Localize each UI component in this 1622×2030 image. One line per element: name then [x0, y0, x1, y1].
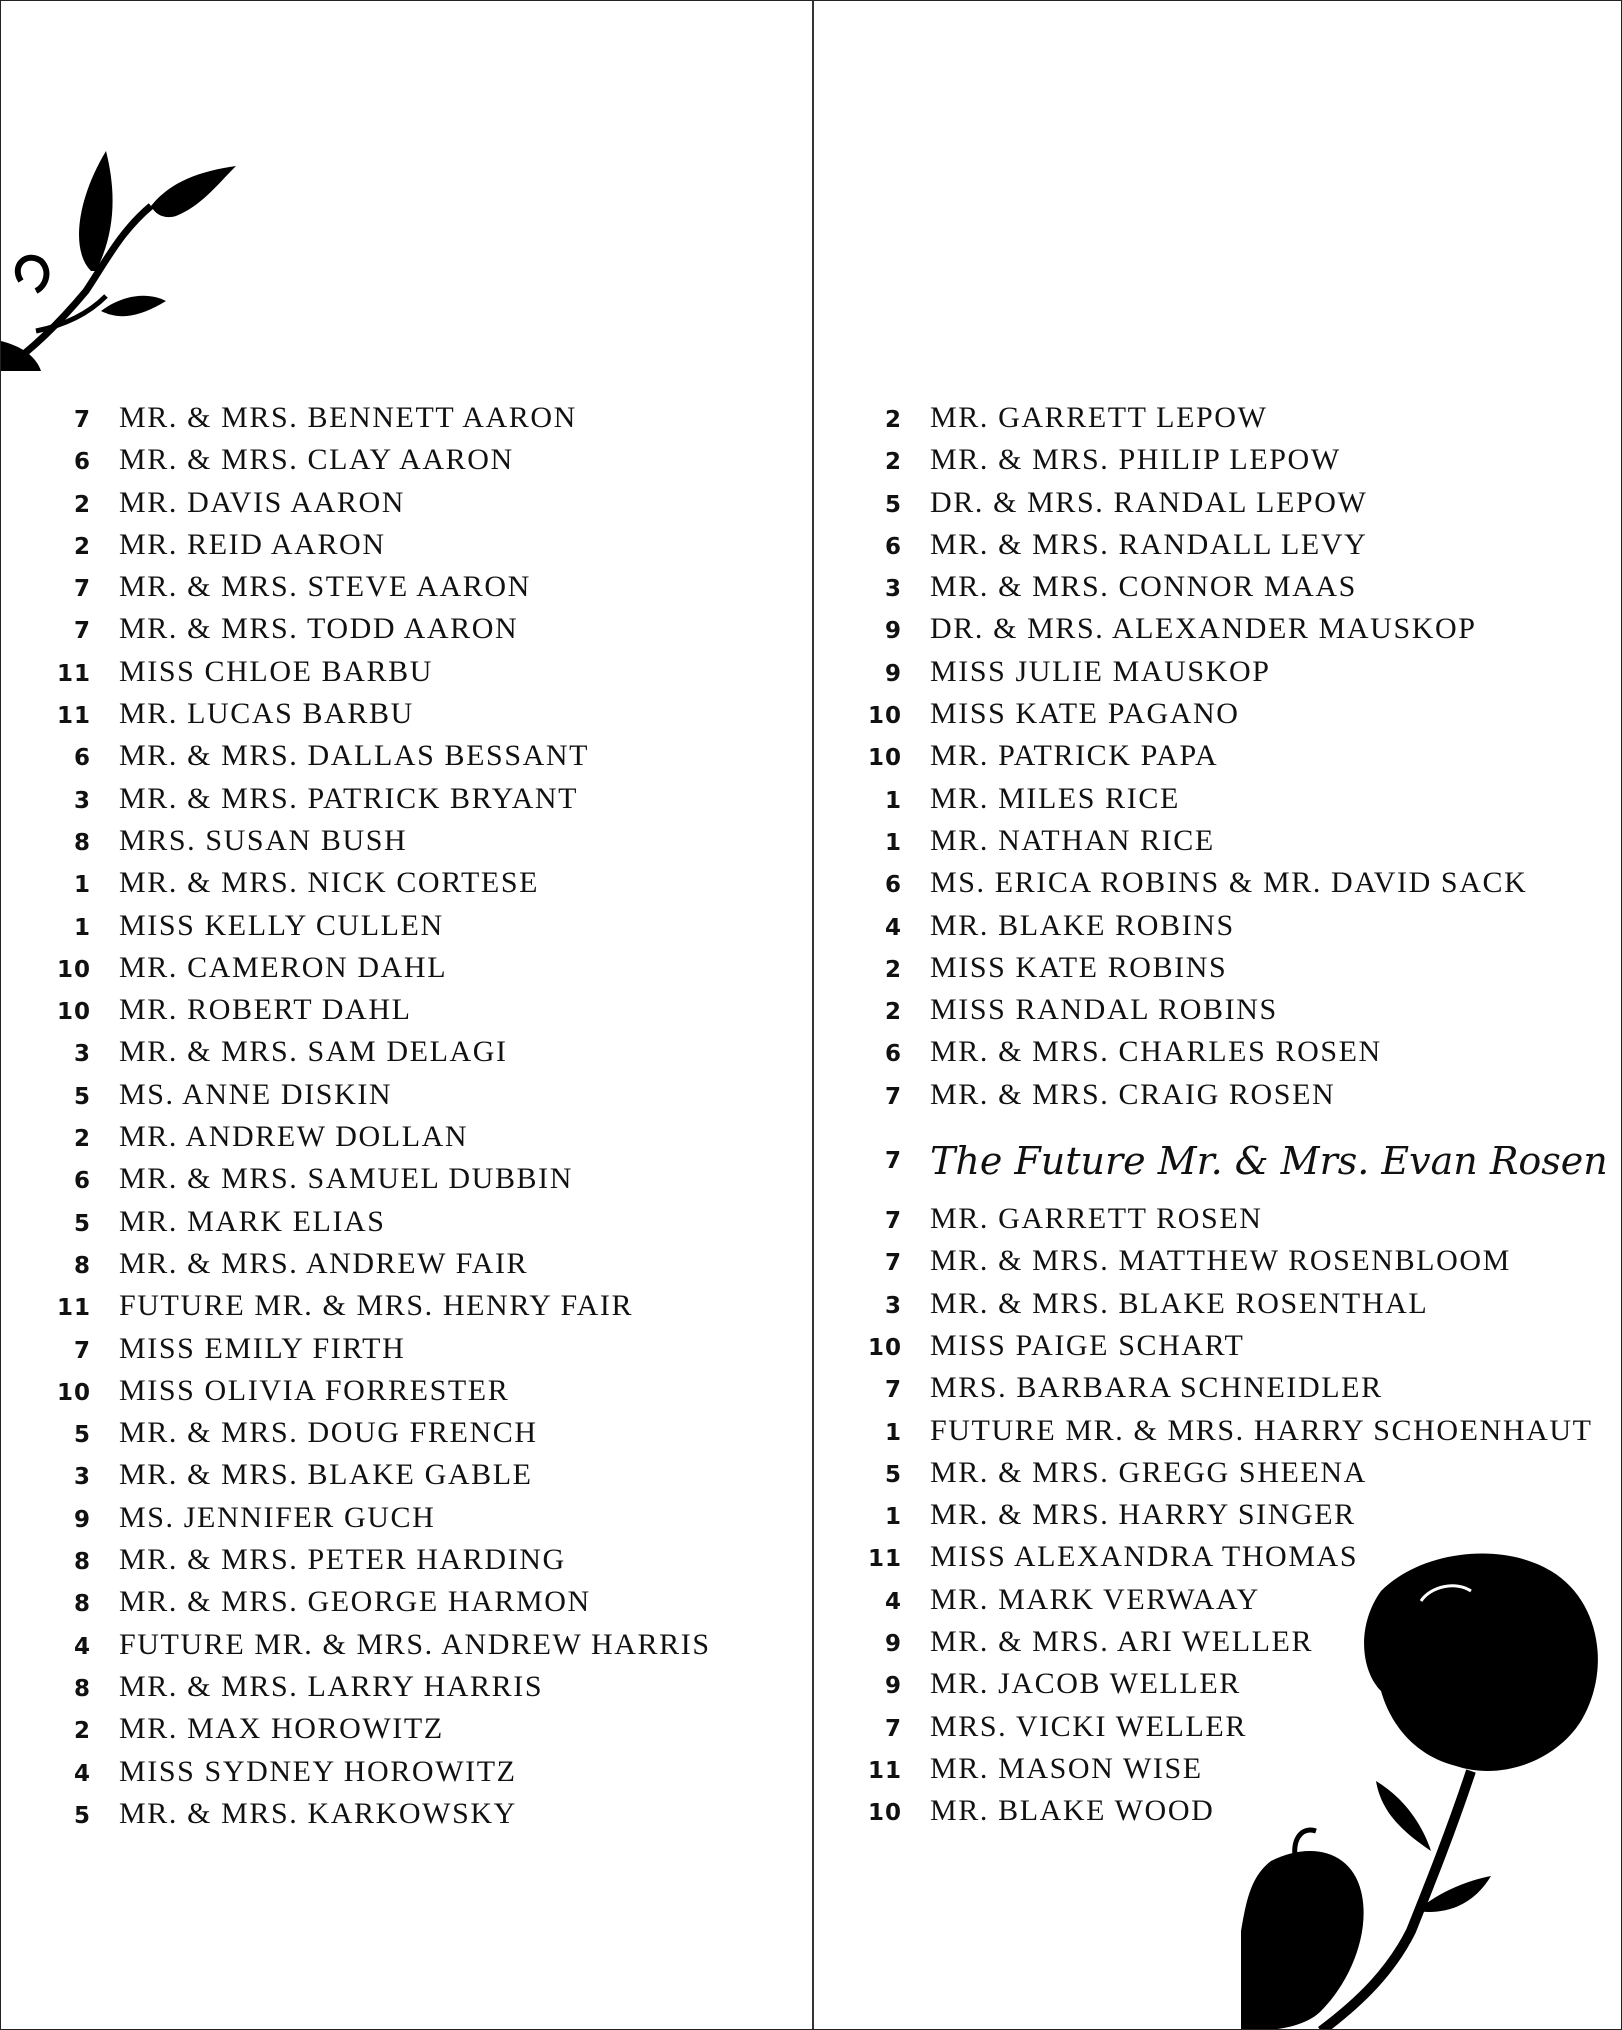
guest-row	[51, 1247, 711, 1289]
center-fold-divider	[812, 1, 814, 2030]
guest-row	[51, 1416, 711, 1458]
guest-row	[51, 951, 711, 993]
guest-row	[862, 1710, 1608, 1752]
table-number: 10	[56, 956, 91, 983]
guest-row	[51, 1458, 711, 1500]
table-number: 6	[884, 533, 902, 560]
guest-name: MR. JACOB WELLER	[930, 1667, 1241, 1701]
guest-name: MR. & MRS. CLAY AARON	[119, 443, 514, 477]
guest-name: MR. & MRS. SAM DELAGI	[119, 1035, 508, 1069]
guest-row	[862, 1794, 1608, 1836]
guest-row	[51, 1628, 711, 1670]
table-number: 5	[73, 1083, 91, 1110]
guest-name: MR. REID AARON	[119, 527, 386, 561]
guest-name: MISS RANDAL ROBINS	[930, 993, 1278, 1027]
table-number: 10	[56, 999, 91, 1026]
guest-row	[51, 866, 711, 908]
table-number: 2	[73, 1718, 91, 1745]
guest-row	[51, 1078, 711, 1120]
guest-row	[862, 1414, 1608, 1456]
guest-row	[862, 1120, 1608, 1202]
table-number: 7	[73, 576, 91, 603]
guest-row	[862, 612, 1608, 654]
table-number: 7	[884, 1083, 902, 1110]
guest-name: MR. & MRS. DOUG FRENCH	[119, 1416, 538, 1450]
guest-row	[51, 1543, 711, 1585]
guest-name: MR. ROBERT DAHL	[119, 993, 412, 1027]
guest-name: MR. NATHAN RICE	[930, 823, 1215, 857]
guest-row	[51, 782, 711, 824]
guest-row	[862, 951, 1608, 993]
table-number: 8	[73, 1549, 91, 1576]
guest-name: MISS SYDNEY HOROWITZ	[119, 1754, 517, 1788]
guest-name: MS. JENNIFER GUCH	[119, 1500, 436, 1534]
table-number: 8	[73, 829, 91, 856]
table-number: 1	[884, 829, 902, 856]
table-number: 5	[884, 491, 902, 518]
guest-row	[862, 1329, 1608, 1371]
guest-name: MR. & MRS. BLAKE GABLE	[119, 1458, 533, 1492]
table-number: 7	[884, 1208, 902, 1235]
guest-row	[51, 1332, 711, 1374]
table-number: 9	[884, 660, 902, 687]
table-number: 4	[884, 914, 902, 941]
guest-name: MS. ERICA ROBINS & MR. DAVID SACK	[930, 866, 1528, 900]
guest-name: MR. DAVIS AARON	[119, 485, 406, 519]
guest-name: MISS OLIVIA FORRESTER	[119, 1373, 510, 1407]
guest-name: MR. & MRS. PETER HARDING	[119, 1543, 566, 1577]
table-number: 2	[884, 999, 902, 1026]
guest-row	[862, 909, 1608, 951]
featured-guest-name: The Future Mr. & Mrs. Evan Rosen	[930, 1139, 1608, 1184]
guest-row	[51, 1120, 711, 1162]
guest-row	[862, 993, 1608, 1035]
table-number: 11	[56, 1295, 91, 1322]
guest-row	[51, 697, 711, 739]
guest-name: MR. & MRS. RANDALL LEVY	[930, 527, 1368, 561]
table-number: 7	[884, 1148, 902, 1175]
guest-name: MR. & MRS. LARRY HARRIS	[119, 1669, 544, 1703]
guest-row	[862, 1202, 1608, 1244]
table-number: 3	[884, 576, 902, 603]
table-number: 10	[867, 703, 902, 730]
guest-row	[862, 697, 1608, 739]
table-number: 2	[73, 491, 91, 518]
guest-row	[51, 1797, 711, 1839]
guest-name: MR. & MRS. ARI WELLER	[930, 1625, 1314, 1659]
guest-name: MR. & MRS. NICK CORTESE	[119, 866, 540, 900]
guest-name: FUTURE MR. & MRS. HENRY FAIR	[119, 1289, 634, 1323]
table-number: 2	[884, 407, 902, 433]
table-number: 4	[73, 1633, 91, 1660]
guest-name: MR. & MRS. KARKOWSKY	[119, 1796, 517, 1830]
table-number: 5	[884, 1461, 902, 1488]
guest-name: MR. & MRS. CONNOR MAAS	[930, 570, 1357, 604]
guest-row	[51, 570, 711, 612]
guest-row	[51, 612, 711, 654]
guest-name: MISS KATE ROBINS	[930, 950, 1228, 984]
guest-row	[862, 1540, 1608, 1582]
guest-row	[862, 866, 1608, 908]
guest-name: MR. & MRS. CHARLES ROSEN	[930, 1035, 1382, 1069]
table-number: 2	[884, 956, 902, 983]
guest-name: MR. PATRICK PAPA	[930, 739, 1219, 773]
table-number: 1	[884, 787, 902, 814]
guest-name: MR. & MRS. STEVE AARON	[119, 570, 531, 604]
guest-name: MISS CHLOE BARBU	[119, 654, 433, 688]
guest-row	[51, 655, 711, 697]
table-number: 6	[73, 745, 91, 772]
guest-row	[862, 1583, 1608, 1625]
guest-name: MR. MASON WISE	[930, 1751, 1203, 1785]
guest-row	[51, 1712, 711, 1754]
guest-name: MR. & MRS. BENNETT AARON	[119, 401, 577, 434]
guest-row	[51, 824, 711, 866]
table-number: 7	[884, 1250, 902, 1277]
guest-row	[862, 1287, 1608, 1329]
guest-name: MR. & MRS. GREGG SHEENA	[930, 1455, 1367, 1489]
table-number: 11	[867, 1757, 902, 1784]
guest-name: DR. & MRS. ALEXANDER MAUSKOP	[930, 612, 1477, 646]
table-number: 11	[867, 1546, 902, 1573]
guest-list-right	[862, 401, 1608, 1837]
table-number: 7	[884, 1715, 902, 1742]
table-number: 9	[73, 1506, 91, 1533]
table-number: 5	[73, 1210, 91, 1237]
guest-name: MR. LUCAS BARBU	[119, 697, 414, 731]
guest-name: MR. & MRS. PATRICK BRYANT	[119, 781, 579, 815]
table-number: 6	[73, 1168, 91, 1195]
table-number: 7	[73, 1337, 91, 1364]
guest-row	[862, 1456, 1608, 1498]
guest-name: MRS. BARBARA SCHNEIDLER	[930, 1371, 1383, 1405]
guest-name: MR. & MRS. ANDREW FAIR	[119, 1246, 529, 1280]
guest-name: MISS PAIGE SCHART	[930, 1328, 1245, 1362]
guest-row	[51, 909, 711, 951]
guest-row	[51, 486, 711, 528]
guest-name: MR. & MRS. CRAIG ROSEN	[930, 1077, 1336, 1111]
guest-row	[51, 1374, 711, 1416]
table-number: 7	[884, 1377, 902, 1404]
guest-name: MR. BLAKE WOOD	[930, 1794, 1215, 1828]
guest-name: MR. MAX HOROWITZ	[119, 1712, 444, 1746]
guest-row	[51, 1755, 711, 1797]
guest-name: MR. & MRS. BLAKE ROSENTHAL	[930, 1286, 1429, 1320]
table-number: 4	[884, 1588, 902, 1615]
table-number: 6	[73, 449, 91, 476]
guest-name: MISS KATE PAGANO	[930, 697, 1240, 731]
table-number: 2	[73, 1126, 91, 1153]
guest-name: MR. MILES RICE	[930, 781, 1180, 815]
guest-name: FUTURE MR. & MRS. ANDREW HARRIS	[119, 1627, 711, 1661]
table-number: 11	[56, 660, 91, 687]
guest-row	[51, 1585, 711, 1627]
table-number: 11	[56, 703, 91, 730]
table-number: 1	[73, 914, 91, 941]
guest-name: MR. GARRETT LEPOW	[930, 401, 1268, 434]
guest-name: FUTURE MR. & MRS. HARRY SCHOENHAUT	[930, 1413, 1593, 1447]
guest-row	[51, 1501, 711, 1543]
guest-row	[51, 528, 711, 570]
guest-row	[51, 1670, 711, 1712]
guest-row	[862, 782, 1608, 824]
table-number: 3	[884, 1292, 902, 1319]
guest-name: MR. MARK VERWAAY	[930, 1582, 1260, 1616]
table-number: 9	[884, 618, 902, 645]
table-number: 1	[884, 1504, 902, 1531]
guest-name: MR. & MRS. PHILIP LEPOW	[930, 443, 1341, 477]
table-number: 3	[73, 787, 91, 814]
guest-row	[51, 739, 711, 781]
guest-name: MRS. SUSAN BUSH	[119, 823, 408, 857]
table-number: 3	[73, 1041, 91, 1068]
guest-name: MR. & MRS. GEORGE HARMON	[119, 1585, 591, 1619]
table-number: 5	[73, 1422, 91, 1449]
table-number: 9	[884, 1631, 902, 1658]
guest-row	[51, 443, 711, 485]
table-number: 2	[73, 533, 91, 560]
guest-row	[862, 570, 1608, 612]
guest-name: MISS KELLY CULLEN	[119, 908, 444, 942]
guest-row	[862, 1752, 1608, 1794]
guest-name: MISS ALEXANDRA THOMAS	[930, 1540, 1359, 1574]
guest-name: MISS JULIE MAUSKOP	[930, 654, 1271, 688]
guest-name: MRS. VICKI WELLER	[930, 1709, 1247, 1743]
table-number: 2	[884, 449, 902, 476]
table-number: 5	[73, 1802, 91, 1829]
guest-name: MR. & MRS. TODD AARON	[119, 612, 519, 646]
guest-name: MS. ANNE DISKIN	[119, 1077, 393, 1111]
guest-row	[862, 824, 1608, 866]
table-number: 10	[867, 1334, 902, 1361]
table-number: 4	[73, 1760, 91, 1787]
table-number: 10	[867, 1800, 902, 1827]
table-number: 8	[73, 1675, 91, 1702]
table-number: 9	[884, 1673, 902, 1700]
guest-name: DR. & MRS. RANDAL LEPOW	[930, 485, 1368, 519]
guest-row	[862, 528, 1608, 570]
guest-row	[862, 401, 1608, 443]
guest-row	[862, 486, 1608, 528]
table-number: 7	[73, 407, 91, 433]
guest-row	[862, 739, 1608, 781]
guest-row	[51, 1162, 711, 1204]
guest-name: MR. & MRS. DALLAS BESSANT	[119, 739, 590, 773]
guest-row	[862, 1078, 1608, 1120]
guest-row	[862, 1371, 1608, 1413]
table-number: 7	[73, 618, 91, 645]
guest-name: MR. ANDREW DOLLAN	[119, 1120, 469, 1154]
guest-row	[51, 1205, 711, 1247]
guest-list-left	[51, 401, 711, 1839]
table-number: 8	[73, 1252, 91, 1279]
table-number: 3	[73, 1464, 91, 1491]
guest-row	[862, 1035, 1608, 1077]
vine-leaf-icon	[1, 121, 251, 371]
guest-row	[862, 1498, 1608, 1540]
table-number: 1	[884, 1419, 902, 1446]
guest-name: MR. BLAKE ROBINS	[930, 908, 1235, 942]
guest-name: MR. & MRS. HARRY SINGER	[930, 1498, 1356, 1532]
table-number: 1	[73, 872, 91, 899]
guest-row	[862, 443, 1608, 485]
guest-name: MISS EMILY FIRTH	[119, 1331, 406, 1365]
table-number: 6	[884, 1041, 902, 1068]
guest-name: MR. & MRS. SAMUEL DUBBIN	[119, 1162, 574, 1196]
table-number: 10	[867, 745, 902, 772]
table-number: 8	[73, 1591, 91, 1618]
guest-row	[862, 655, 1608, 697]
guest-row	[51, 1289, 711, 1331]
table-number: 6	[884, 872, 902, 899]
guest-name: MR. MARK ELIAS	[119, 1204, 386, 1238]
guest-name: MR. & MRS. MATTHEW ROSENBLOOM	[930, 1244, 1511, 1278]
guest-row	[51, 993, 711, 1035]
guest-row	[862, 1244, 1608, 1286]
guest-row	[862, 1625, 1608, 1667]
guest-row	[862, 1667, 1608, 1709]
guest-name: MR. CAMERON DAHL	[119, 950, 448, 984]
guest-row	[51, 401, 711, 443]
guest-row	[51, 1035, 711, 1077]
guest-name: MR. GARRETT ROSEN	[930, 1202, 1263, 1236]
table-number: 10	[56, 1379, 91, 1406]
